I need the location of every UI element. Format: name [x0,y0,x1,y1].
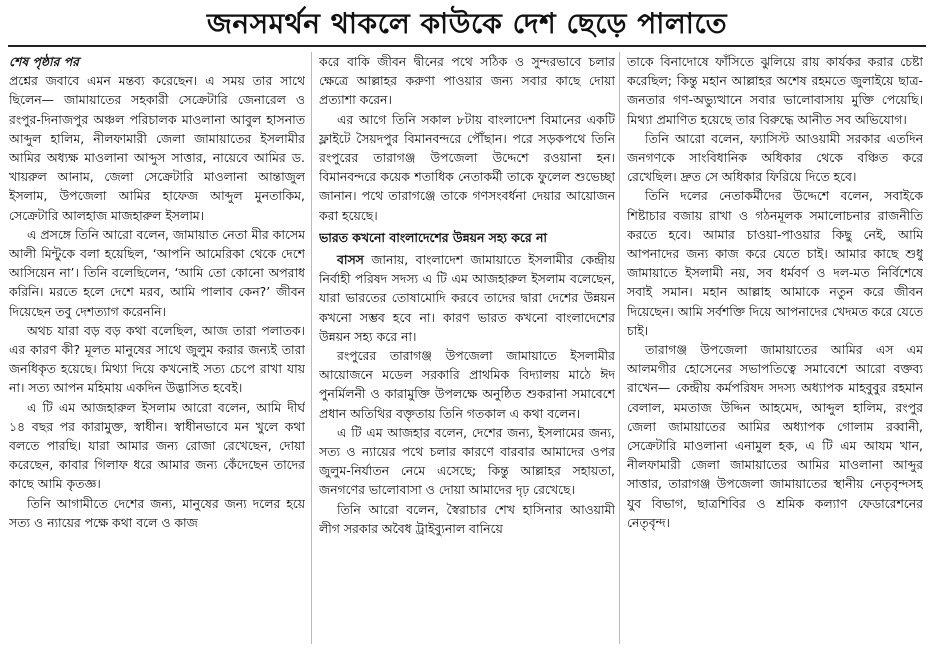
headline-rule [8,45,926,47]
paragraph: এ প্রসঙ্গে তিনি আরো বলেন, জামায়াত নেতা মীর কাসেম আলী মিন্টুকে বলা হয়েছিল, ‘আপনি আমেরিকা থেকে দেশে আসিয়েন না’। তিনি বলেছিলেন, ‘আমি তো কোনো অপরাধ করিনি। মরতে হলে দেশে মরব, আমি পালাব কেন?’ জীবন দিয়েছেন তবু দেশত্যাগ করেননি। [9,226,305,319]
paragraph: এ টি এম আজহার বলেন, দেশের জন্য, ইসলামের জন্য, সত্য ও ন্যায়ের পথে চলার কারণে বারবার আমাদের ওপর জুলুম-নির্যাতন নেমে এসেছে; কিন্তু আল্লাহর সহায়তা, জনগণের ভালোবাসা ও দোয়া আমাদের দৃঢ় রেখেছে। [319,424,615,498]
article-column-1 [9,52,305,648]
paragraph: করে বাকি জীবন দ্বীনের পথে সঠিক ও সুন্দরভাবে চলার ক্ষেত্রে আল্লাহর করুণা পাওয়ার জন্য সবার কাছে দোয়া প্রত্যাশা করেন। [319,54,615,108]
paragraph: তিনি আরো বলেন, স্বৈরাচার শেখ হাসিনার আওয়ামী লীগ সরকার অবৈধ ট্রাইব্যুনাল বানিয়ে [319,501,615,536]
paragraph: অথচ যারা বড় বড় কথা বলেছিল, আজ তারা পলাতক। এর কারণ কী? মূলত মানুষের সাথে জুলুম করার জন্যই তারা জনধিকৃত হয়েছে। মিথ্যা দিয়ে কখনোই সত্য চেপে রাখা যায় না। সত্য আপন মহিমায় একদিন উদ্ভাসিত হবেই। [9,322,305,396]
paragraph: তারাগঞ্জ উপজেলা জামায়াতের আমির এস এম আলমগীর হোসেনের সভাপতিত্বে সমাবেশে আরো বক্তব্য রাখেন— কেন্দ্রীয় কর্মপরিষদ সদস্য অধ্যাপক মাহবুবুর রহমান বেলাল, মমতাজ উদ্দিন আহমেদ, আব্দুল হালিম, রংপুর জেলা জামায়াতের আমির অধ্যাপক গোলাম রব্বানী, সেক্রেটারি মাওলানা এনামুল হক, এ টি এম আযম খান, নীলফামারী জেলা জামায়াতের আমির মাওলানা আব্দুর সাত্তার, তারাগঞ্জ উপজেলা জামায়াতের স্থানীয় নেতৃবৃন্দসহ যুব বিভাগ, ছাত্রশিবির ও শ্রমিক কল্যাণ ফেডারেশনের নেতৃবৃন্দ। [627,342,923,530]
column-divider [619,52,620,644]
paragraph-with-dateline [319,250,615,346]
paragraph-text: জানায়, বাংলাদেশ জামায়াতে ইসলামীর কেন্দ্রীয় নির্বাহী পরিষদ সদস্য এ টি এম আজহারুল ইসলাম বলেছেন, যারা ভারতের তোষামোদি করবে তাদের দ্বারা দেশের উন্নয়ন কখনো সম্ভব হবে না। কারণ ভারত কখনো বাংলাদেশের উন্নয়ন সহ্য করে না। [319,252,615,344]
paragraph: এ টি এম আজহারুল ইসলাম আরো বলেন, আমি দীর্ঘ ১৪ বছর পর কারামুক্ত, স্বাধীন। স্বাধীনভাবে মন খুলে কথা বলতে পারছি। যারা আমার জন্য রোজা রেখেছেন, দোয়া করেছেন, কাবার গিলাফ ধরে আমার জন্য কেঁদেছেন তাদের কাছে আমি কৃতজ্ঞ। [9,399,305,492]
paragraph: এর আগে তিনি সকাল ৮টায় বাংলাদেশ বিমানের একটি ফ্লাইটে সৈয়দপুর বিমানবন্দরে পৌঁছান। পরে সড়কপথে তিনি রংপুরের তারাগঞ্জ উপজেলা উদ্দেশে রওয়ানা হন। বিমানবন্দরে কয়েক শতাধিক নেতাকর্মী তাকে ফুলেল শুভেচ্ছা জানান। পথে তারাগঞ্জে তাকে গণসংবর্ধনা দেয়ার আয়োজন করা হয়েছে। [319,111,615,223]
paragraph: প্রশ্নের জবাবে এমন মন্তব্য করেছেন। এ সময় তার সাথে ছিলেন— জামায়াতের সহকারী সেক্রেটারি জেনারেল ও রংপুর-দিনাজপুর অঞ্চল পরিচালক মাওলানা আবুল হাসনাত আব্দুল হালিম, নীলফামারী জেলা জামায়াতের ইসলামীর আমির অধ্যক্ষ মাওলানা আব্দুস সাত্তার, নায়েবে আমির ড. খায়রুল আনাম, জেলা সেক্রেটারি মাওলানা আন্তাজুল ইসলাম, উপজেলা আমির হাফেজ আব্দুল মুনতাকিম, সেক্রেটারি আলহাজ মাজহারুল ইসলাম। [9,73,305,223]
headline: জনসমর্থন থাকলে কাউকে দেশ ছেড়ে পালাতে [206,7,728,40]
article-column-2 [319,52,615,648]
paragraph: তিনি আরো বলেন, ফ্যাসিস্ট আওয়ামী সরকার এতদিন জনগণকে সাংবিধানিক অধিকার থেকে বঞ্চিত করে রেখেছিল। দ্রুত সে অধিকার ফিরিয়ে দিতে হবে। [627,130,923,185]
subheading: ভারত কখনো বাংলাদেশের উন্নয়ন সহ্য করে না [319,229,548,245]
paragraph: তিনি দলের নেতাকর্মীদের উদ্দেশে বলেন, সবাইকে শিষ্টাচার বজায় রাখা ও গঠনমূলক সমালোচনার রাজনীতি করতে হবে। আমার চাওয়া-পাওয়ার কিছু নেই, আমি আপনাদের জন্য কাজ করে যেতে চাই। আমার কাছে শুধু জামায়াতে ইসলামী নয়, সব ধর্মবর্ণ ও দল-মত নির্বিশেষে সবাই সমান। মহান আল্লাহ আমাকে নতুন করে জীবন দিয়েছেন। আমি সর্বশক্তি দিয়ে আপনাদের খেদমত করে যেতে চাই। [627,188,923,338]
article-column-3 [627,52,923,648]
column-divider [311,52,312,644]
paragraph: তাকে বিনাদোষে ফাঁসিতে ঝুলিয়ে রায় কার্যকর করার চেষ্টা করেছিল; কিন্তু মহান আল্লাহর অশেষ রহমতে জুলাইয়ে ছাত্র-জনতার গণ-অভ্যুত্থানে সবার ভালোবাসায় মুক্তি পেয়েছি। মিথ্যা প্রমাণিত হয়েছে তার বিরুদ্ধে আনীত সব অভিযোগ। [627,54,923,127]
paragraph: রংপুরের তারাগঞ্জ উপজেলা জামায়াতে ইসলামীর আয়োজনে মডেল সরকারি প্রাথমিক বিদ্যালয় মাঠে ঈদ পুনর্মিলনী ও কারামুক্তি উপলক্ষে অনুষ্ঠিত শুকরানা সমাবেশে প্রধান অতিথির বক্তৃতায় তিনি গতকাল এ কথা বলেন। [319,348,615,421]
dateline: বাসস [337,252,364,268]
continued-from-label: শেষ পৃষ্ঠার পর [9,54,79,69]
paragraph: তিনি আগামীতে দেশের জন্য, মানুষের জন্য দলের হয়ে সত্য ও ন্যায়ের পক্ষে কথা বলে ও কাজ [9,495,305,530]
